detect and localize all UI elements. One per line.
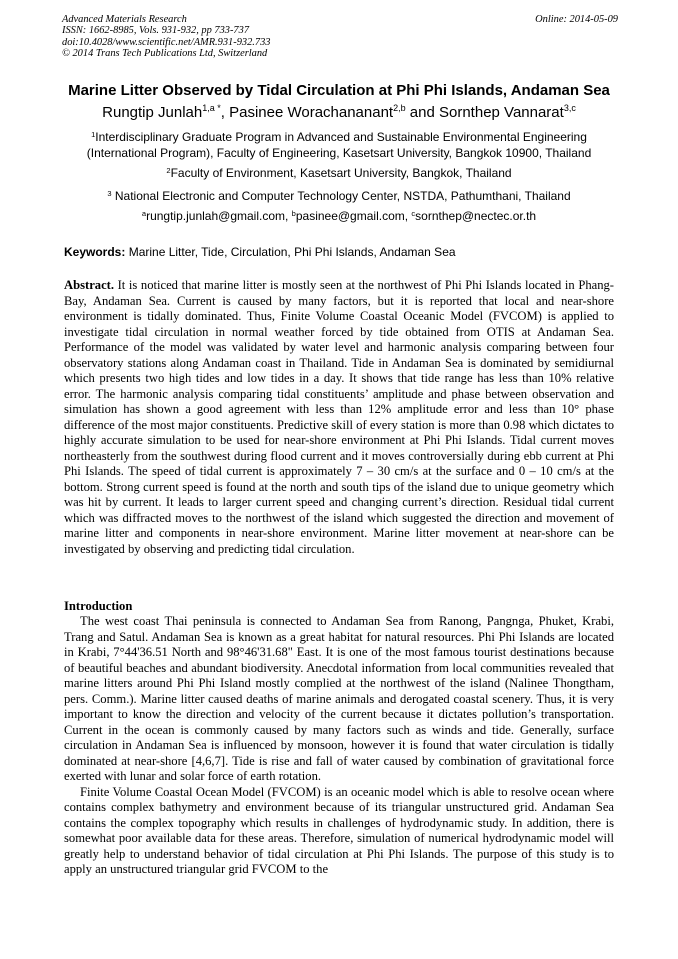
author-separator: , [220,104,230,121]
doi-line: doi:10.4028/www.scientific.net/AMR.931-932.733 [62,36,271,48]
introduction-body [64,614,614,878]
journal-name: Advanced Materials Research [62,14,187,25]
abstract-text: It is noticed that marine litter is mostly seen at the northwest of Phi Phi Islands located in Phang-Bay, Andaman Sea. Current is caused by many factors, but it is reported that local and near-shore environment is tidally dominated. Thus, Finite Volume Coastal Oceanic Model (FVCOM) is applied to investigate tidal circulation in normal weather forced by tide obtained from OTIS at Andaman Sea. Performance of the model was validated by water level and harmonic analysis comparing between four observatory stations along Andaman coast in Thailand. Tide in Andaman Sea is dominated by semidiurnal which presents two high tides and low tides in a day. It shows that tide range has less than 10% relative error. The harmonic analysis comparing tidal constituents’ amplitude and phase between observation and simulation has shown a good agreement with less than 12% amplitude error and less than 10° phase difference of the most major constituents. Predictive skill of every station is more than 0.98 which dictates to highly accurate simulation to be used for near-shore environment at Phi Phi Islands. Tidal current moves northeasterly from the southwest during flood current and it moves controversially during ebb current at Phi Phi Islands. The speed of tidal current is approximately 7 – 30 cm/s at the surface and 0 – 10 cm/s at the bottom. Strong current speed is found at the north and south tips of the island due to unique geometry which was hit by current. It leads to larger current speed and changing current’s direction. Residual tidal current which was diffracted moves to the northwest of the island which suggested the direction and movement of marine litter and components in near-shore environment. Marine litter movement at near-shore can be investigated by observing and predicting tidal circulation. [64,278,614,556]
keywords-label: Keywords: [64,245,126,259]
abstract [64,278,614,557]
email-link[interactable]: sornthep@nectec.or.th [415,209,537,223]
abstract-label: Abstract. [64,278,115,292]
paper-title: Marine Litter Observed by Tidal Circulation at Phi Phi Islands, Andaman Sea [68,82,610,99]
introduction-heading: Introduction [64,599,133,613]
author-name: Pasinee Worachananant [229,104,394,121]
author-affiliation-mark: 3,c [563,103,576,113]
affiliation-mark: 2 [166,166,171,175]
affiliation-text: (International Program), Faculty of Engineering, Kasetsart University, Bangkok 10900, Thailand [86,146,592,160]
author-list [30,103,648,123]
author-affiliation-mark: 2,b [393,103,406,113]
email-mark: a [141,209,147,218]
author-name: Sornthep Vannarat [439,104,564,121]
affiliation-text: National Electronic and Computer Technology Center, NSTDA, Pathumthani, Thailand [111,189,571,203]
affiliation-mark: 3 [107,189,112,198]
author-name: Rungtip Junlah [102,104,203,121]
keywords-text: Marine Litter, Tide, Circulation, Phi Phi Islands, Andaman Sea [125,245,456,259]
affiliation-text: Faculty of Environment, Kasetsart University, Bangkok, Thailand [170,166,512,180]
affiliation-text: Interdisciplinary Graduate Program in Advanced and Sustainable Environmental Engineering [95,130,587,144]
issn-line: ISSN: 1662-8985, Vols. 931-932, pp 733-737 [62,25,250,37]
affiliation-1 [40,129,638,161]
author-separator: and [405,104,439,121]
paragraph: Finite Volume Coastal Ocean Model (FVCOM) is an oceanic model which is able to resolve ocean where contains complex bathymetry and environment because of its triangular unstructured grid. Andaman Sea contains the complex topography which results in challenges of hydrodynamic study. In addition, there is somewhat poor available data for these areas. Therefore, simulation of numerical hydrodynamic model will greatly help to understand behavior of tidal circulation at Phi Phi Islands. The purpose of this study is to apply an unstructured triangular grid FVCOM to the [64,784,614,876]
copyright-line: © 2014 Trans Tech Publications Ltd, Switzerland [62,47,268,59]
online-date: Online: 2014-05-09 [535,14,618,25]
email-mark: c [411,209,416,218]
affiliation-2 [40,165,638,181]
email-mark: b [291,209,296,218]
email-list [40,208,638,224]
author-affiliation-mark: 1,a * [202,103,221,113]
email-link[interactable]: rungtip.junlah@gmail.com, [146,209,292,223]
affiliation-mark: 1 [91,130,96,139]
email-link[interactable]: pasinee@gmail.com, [295,209,412,223]
journal-header [62,14,618,59]
affiliation-3 [40,188,638,204]
paragraph: The west coast Thai peninsula is connected to Andaman Sea from Ranong, Pangnga, Phuket, Krabi, Trang and Satul. Andaman Sea is known as a great habitat for natural resources. Phi Phi Islands are located in Krabi, 7°44'36.51 North and 98°46'31.68" East. It is one of the most famous tourist destinations because of beautiful beaches and abundant biodiversity. Anecdotal information from local communities revealed that marine litters around Phi Phi Island mostly complied at the northwest of the island (Nalinee Thongtham, pers. Comm.). Marine litter caused deaths of marine animals and derogated coastal scenery. Thus, it is very important to know the direction and velocity of the current because it dictates pollution’s transportation. Current in the ocean is commonly caused by many factors such as winds and tide. Generally, surface circulation in Andaman Sea is influenced by monsoon, however it is found that water circulation is tidally dominated at near-shore [4,6,7]. Tide is rise and fall of water caused by combination of gravitational force exerted with lunar and solar force of earth rotation. [64,614,614,783]
keywords [64,244,624,260]
